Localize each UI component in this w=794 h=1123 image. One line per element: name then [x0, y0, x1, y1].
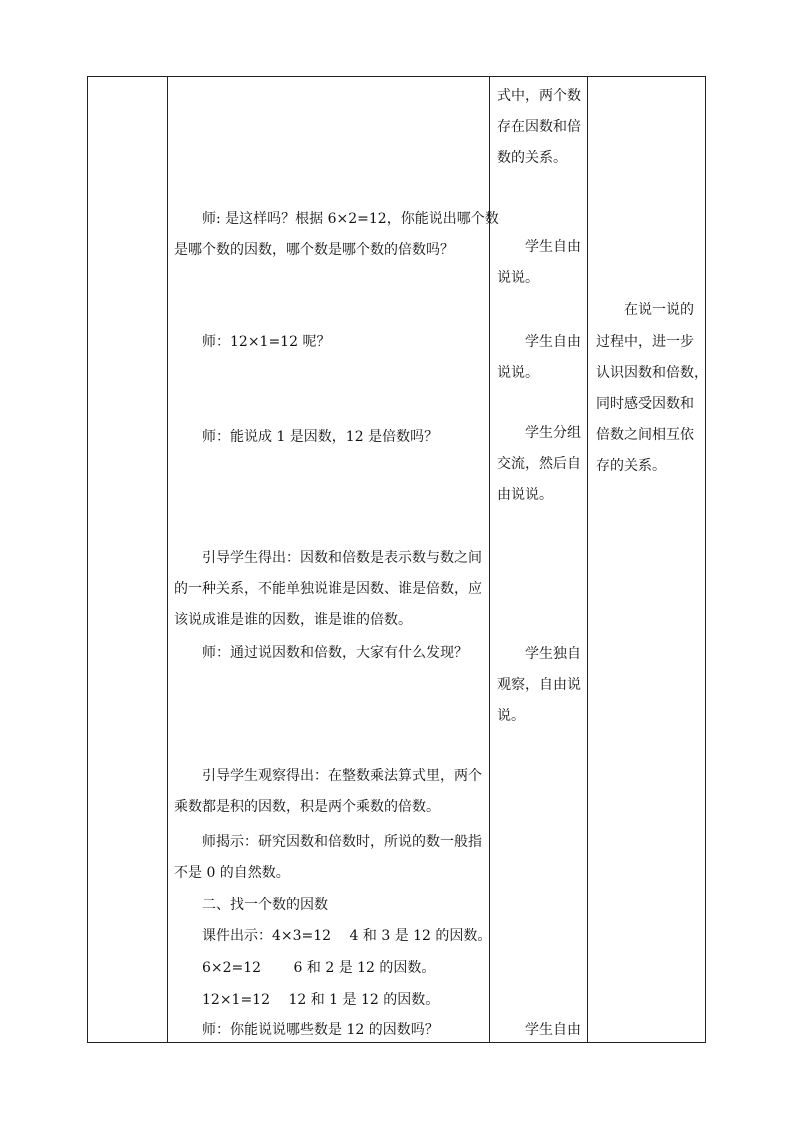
column-divider-1	[167, 77, 168, 1042]
text-line: 该说成谁是谁的因数，谁是谁的倍数。	[174, 612, 412, 628]
lesson-table	[87, 76, 706, 1043]
text-line: 说说。	[497, 365, 539, 381]
text-line: 是哪个数的因数，哪个数是哪个数的倍数吗？	[174, 242, 454, 258]
text-line: 数的关系。	[497, 150, 567, 166]
text-line: 师揭示：研究因数和倍数时，所说的数一般指	[202, 834, 482, 850]
text-line: 说。	[497, 708, 525, 724]
text-line: 引导学生观察得出：在整数乘法算式里，两个	[202, 768, 482, 784]
text-line: 二、找一个数的因数	[202, 897, 328, 913]
text-line: 过程中，进一步	[596, 334, 694, 350]
text-line: 12×1=12 12 和 1 是 12 的因数。	[202, 992, 440, 1008]
text-line: 式中，两个数	[497, 88, 581, 104]
text-line: 同时感受因数和	[596, 396, 694, 412]
text-line: 存的关系。	[596, 458, 666, 474]
text-line: 倍数之间相互依	[596, 427, 694, 443]
text-line: 存在因数和倍	[497, 119, 581, 135]
text-line: 师：你能说说哪些数是 12 的因数吗？	[202, 1022, 439, 1038]
text-line: 师：12×1=12 呢？	[202, 334, 331, 350]
text-line: 观察，自由说	[497, 677, 581, 693]
text-line: 学生自由	[525, 334, 581, 350]
text-line: 的一种关系，不能单独说谁是因数、谁是倍数，应	[174, 581, 482, 597]
text-line: 不是 0 的自然数。	[174, 865, 290, 881]
text-line: 学生自由	[525, 1022, 581, 1038]
text-line: 6×2=12 6 和 2 是 12 的因数。	[202, 960, 436, 976]
text-line: 课件出示：4×3=12 4 和 3 是 12 的因数。	[202, 928, 492, 944]
column-divider-3	[587, 77, 588, 1042]
text-line: 乘数都是积的因数，积是两个乘数的倍数。	[174, 799, 440, 815]
text-line: 学生独自	[525, 646, 581, 662]
text-line: 认识因数和倍数，	[596, 365, 708, 381]
text-line: 在说一说的	[624, 302, 694, 318]
text-line: 师：通过说因数和倍数，大家有什么发现？	[202, 645, 468, 661]
text-line: 说说。	[497, 270, 539, 286]
text-line: 师：能说成 1 是因数，12 是倍数吗？	[202, 429, 439, 445]
text-line: 交流，然后自	[497, 456, 581, 472]
text-line: 师: 是这样吗？根据 6×2=12，你能说出哪个数	[202, 211, 499, 227]
text-line: 引导学生得出：因数和倍数是表示数与数之间	[202, 550, 482, 566]
text-line: 学生分组	[525, 425, 581, 441]
text-line: 由说说。	[497, 487, 553, 503]
text-line: 学生自由	[525, 239, 581, 255]
